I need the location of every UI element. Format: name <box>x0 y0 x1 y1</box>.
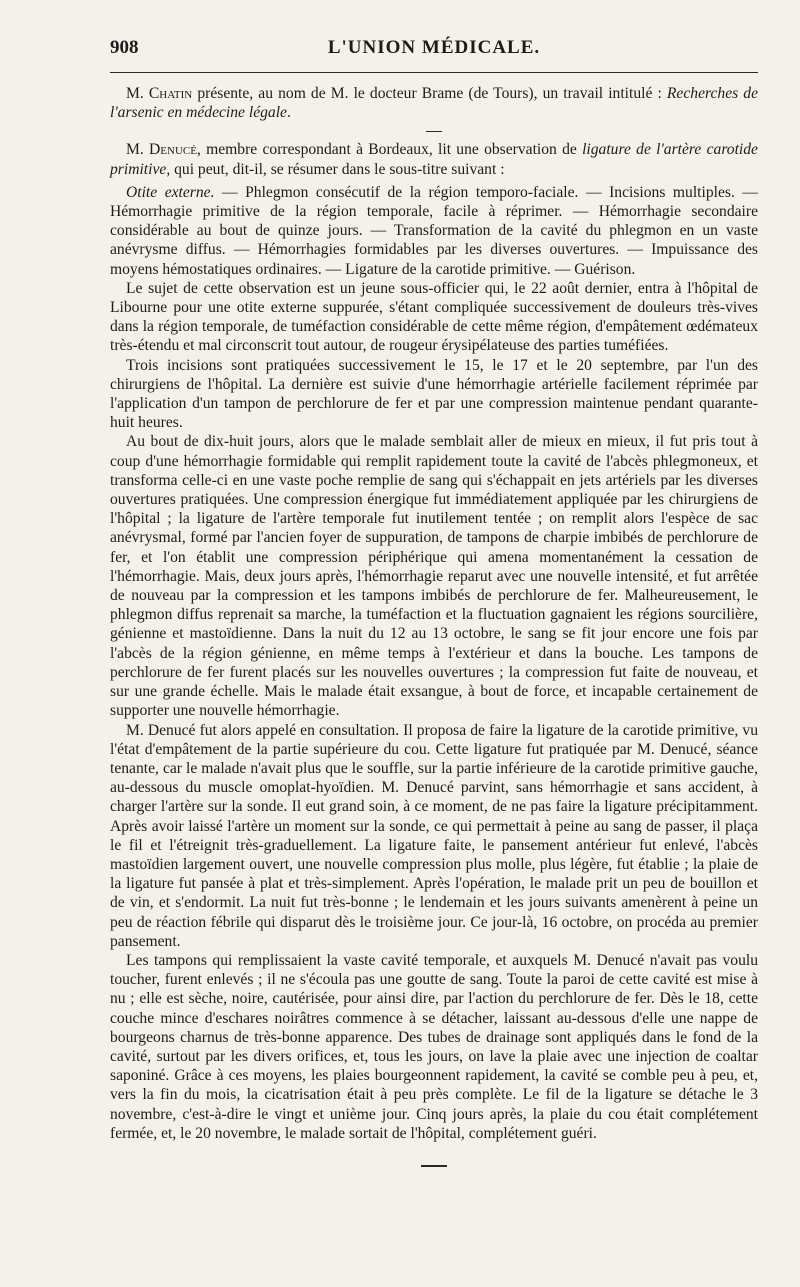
header-rule <box>110 72 758 73</box>
paragraph-denuce-intro: M. Denucé, membre correspondant à Bordeaux, lit une observation de ligature de l'artère carotide primitive, qui peut, dit-il, se résumer dans le sous-titre suivant : <box>110 141 758 178</box>
paragraph-subtitle: Otite externe. — Phlegmon consécutif de la région temporo-faciale. — Incisions multiples. — Hémorrhagie primitive de la région temporale, facile à réprimer. — Hémorrhagie secondaire considérable au bout de quinze jours. — Transformation de la cavité du phlegmon en un vaste anévrysme diffus. — Hémorrhagies formidables par les diverses ouvertures. — Impuissance des moyens hémostatiques ordinaires. — Ligature de la carotide primitive. — Guérison. <box>110 183 758 278</box>
paragraph-ligature: M. Denucé fut alors appelé en consultation. Il proposa de faire la ligature de la carotide primitive, vu l'état d'empâtement de la partie supérieure du cou. Cette ligature fut pratiquée par M. Denucé, séance tenante, car le malade n'avait plus que le souffle, sur la partie inférieure de la carotide primitive gauche, au-dessous du muscle omoplat-hyoïdien. M. Denucé parvint, sans hémorrhagie et sans accident, à charger l'artère sur la sonde. Il eut grand soin, à ce moment, de ne pas faire la ligature précipitamment. Après avoir laissé l'artère un moment sur la sonde, ce qui permettait à peine au sang de passer, il plaça le fil et l'étreignit très-graduellement. La ligature faite, le pansement antérieur fut enlevé, l'abcès mastoïdien largement ouvert, une nouvelle compression plus molle, plus légère, fut établie ; la plaie de la ligature fut pansée à plat et très-simplement. Après l'opération, le malade prit un peu de bouillon et de vin, et s'endormit. La nuit fut très-bonne ; le lendemain et les jours suivants amenèrent à peine un peu de réaction fébrile qui disparut dès le troisième jour. Ce jour-là, 16 octobre, on procéda au premier pansement. <box>110 721 758 950</box>
running-title: L'UNION MÉDICALE. <box>327 37 541 58</box>
page-number: 908 <box>110 37 139 58</box>
observation-title: ligature de l'artère carotide primitive <box>110 141 758 178</box>
paragraph-incisions: Trois incisions sont pratiquées successivement le 15, le 17 et le 20 septembre, par l'un des chirurgiens de l'hôpital. La dernière est suivie d'une hémorrhagie artérielle facilement réprimée par l'application d'un tampon de perchlorure de fer et par une compression maintenue pendant quarante-huit heures. <box>110 356 758 432</box>
paragraph-chatin: M. Chatin présente, au nom de M. le docteur Brame (de Tours), un travail intitulé : Recherches de l'arsenic en médecine légale. <box>110 85 758 122</box>
work-title: Recherches de l'arsenic en médecine légale <box>110 85 758 122</box>
author-name: Denucé <box>149 141 197 159</box>
author-name: Chatin <box>148 85 193 102</box>
end-separator <box>421 1165 447 1167</box>
paragraph-recovery: Les tampons qui remplissaient la vaste cavité temporale, et auxquels M. Denucé n'avait pas voulu toucher, furent enlevés ; il ne s'écoula pas une goutte de sang. Toute la paroi de cette cavité est mise à nu ; elle est sèche, noire, cautérisée, pour ainsi dire, par l'action du perchlorure de fer. Dès le 18, cette couche mince d'eschares noirâtres commence à se détacher, laissant au-dessous d'elle une nappe de bourgeons charnus de très-bonne apparence. Des tubes de drainage sont appliqués dans le fond de la cavité, surtout par les divers orifices, et, tous les jours, on lave la plaie avec une injection de coaltar saponiné. Grâce à ces moyens, les plaies bourgeonnent rapidement, la cavité se comble peu à peu, et, vers la fin du mois, la cicatrisation était à peu près complète. Le fil de la ligature se détache le 3 novembre, c'est-à-dire le vingt et unième jour. Cinq jours après, la plaie du cou était complétement fermée, et, le 20 novembre, le malade sortait de l'hôpital, complétement guéri. <box>110 951 758 1142</box>
paragraph-hemorrhage: Au bout de dix-huit jours, alors que le malade semblait aller de mieux en mieux, il fut pris tout à coup d'une hémorrhagie formidable qui remplit rapidement toute la cavité de l'abcès phlegmoneux, et transforma celle-ci en une vaste poche remplie de sang qui s'échappait en jets artériels par les diverses ouvertures pratiquées. Une compression énergique fut immédiatement appliquée par les chirurgiens de l'hôpital ; la ligature de l'artère temporale fut inutilement tentée ; on remplit alors l'espèce de sac anévrysmal, formé par l'ancien foyer de suppuration, de tampons de charpie imbibés de perchlorure de fer, et l'on établit une compression périphérique qui amena momentanément la cessation de l'hémorrhagie. Mais, deux jours après, l'hémorrhagie reparut avec une nouvelle intensité, et fut arrêtée de nouveau par la compression et les tampons imbibés de perchlorure de fer. Malheureusement, le phlegmon diffus reprenait sa marche, la tuméfaction et la fluctuation gagnaient les régions sourcilière, génienne et mastoïdienne. Dans la nuit du 12 au 13 octobre, le sang se fit jour encore une fois par l'abcès de la région génienne, en même temps à l'extérieur et dans la bouche. Les tampons de perchlorure de fer furent placés sur les nouvelles ouvertures ; la compression fut faite de nouveau, et sur une grande échelle. Mais le malade était exsangue, à bout de force, et incapable certainement de supporter une nouvelle hémorrhagie. <box>110 433 758 720</box>
section-separator <box>426 131 442 132</box>
paragraph-case: Le sujet de cette observation est un jeune sous-officier qui, le 22 août dernier, entra à l'hôpital de Libourne pour une otite externe suppurée, s'étant compliquée successivement de douleurs très-vives dans la région temporale, de tuméfaction considérable de cette même région, d'empâtement œdémateux très-étendu et mal circonscrit tout autour, de rougeur érysipélateuse des parties tuméfiées. <box>110 279 758 355</box>
page-header <box>110 37 758 61</box>
article-body <box>110 84 758 1167</box>
